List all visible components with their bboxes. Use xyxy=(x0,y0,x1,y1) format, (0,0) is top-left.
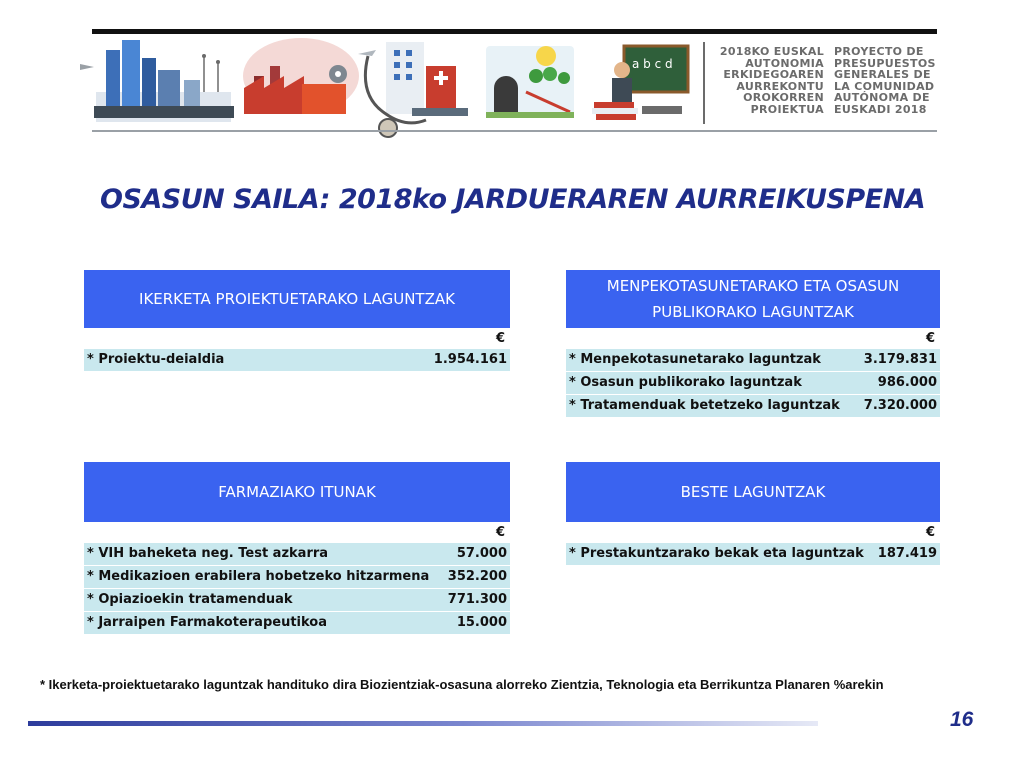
table-row xyxy=(84,543,510,565)
banner-eu-line: ERKIDEGOAREN xyxy=(723,68,824,81)
currency-unit: € xyxy=(495,525,505,540)
row-label: * Menpekotasunetarako laguntzak xyxy=(569,352,821,367)
table-header: FARMAZIAKO ITUNAK xyxy=(84,462,510,522)
banner-title-spanish xyxy=(834,46,949,115)
row-value: 1.954.161 xyxy=(433,352,507,367)
table-row xyxy=(84,566,510,588)
row-value: 771.300 xyxy=(447,592,507,607)
table-header: IKERKETA PROIEKTUETARAKO LAGUNTZAK xyxy=(84,270,510,328)
table-row xyxy=(566,395,940,417)
banner-eu-line: 2018KO EUSKAL xyxy=(719,45,824,58)
banner-bottom-rule xyxy=(92,130,937,132)
banner-es-line: GENERALES DE xyxy=(834,68,931,81)
page-number: 16 xyxy=(950,708,974,731)
row-label: * VIH baheketa neg. Test azkarra xyxy=(87,546,329,561)
table-menpekotasun xyxy=(566,270,940,418)
currency-unit: € xyxy=(925,331,935,346)
row-value: 7.320.000 xyxy=(863,398,937,413)
row-label: * Osasun publikorako laguntzak xyxy=(569,375,802,390)
banner-eu-line: AUTONOMIA xyxy=(745,56,824,70)
banner-title-basque xyxy=(714,46,824,115)
banner-es-line: LA COMUNIDAD xyxy=(834,79,935,93)
city-illustration xyxy=(80,40,234,122)
banner-eu-line: OROKORREN xyxy=(743,91,824,104)
table-row xyxy=(566,372,940,394)
playground-illustration xyxy=(486,46,574,118)
banner-divider xyxy=(703,42,705,124)
currency-unit: € xyxy=(495,331,505,346)
banner-eu-line: PROIEKTUA xyxy=(750,102,824,116)
row-value: 352.200 xyxy=(447,569,507,584)
table-row xyxy=(84,349,510,371)
footer-gradient-bar xyxy=(28,721,818,726)
row-label: * Opiazioekin tratamenduak xyxy=(87,592,293,607)
row-label: * Proiektu-deialdia xyxy=(87,352,225,367)
row-label: * Prestakuntzarako bekak eta laguntzak xyxy=(569,546,864,561)
classroom-illustration xyxy=(592,46,688,120)
table-ikerketa xyxy=(84,270,510,372)
row-value: 187.419 xyxy=(877,546,937,561)
row-label: * Tratamenduak betetzeko laguntzak xyxy=(569,398,840,413)
banner-es-line: PROYECTO DE xyxy=(834,45,924,58)
row-value: 57.000 xyxy=(456,546,507,561)
banner-es-line: PRESUPUESTOS xyxy=(834,56,936,70)
table-header: MENPEKOTASUNETARAKO ETA OSASUN PUBLIKORAKO LAGUNTZAK xyxy=(566,270,940,328)
currency-unit: € xyxy=(925,525,935,540)
banner-top-rule xyxy=(92,29,937,34)
banner-es-line: EUSKADI 2018 xyxy=(834,102,927,116)
banner-es-line: AUTÓNOMA DE xyxy=(834,91,930,104)
row-value: 986.000 xyxy=(877,375,937,390)
page-title: OSASUN SAILA: 2018ko JARDUERAREN AURREIKUSPENA xyxy=(100,184,926,215)
banner-eu-line: AURREKONTU xyxy=(736,79,824,93)
table-row xyxy=(84,612,510,634)
table-farmazia xyxy=(84,462,510,635)
factory-illustration xyxy=(243,38,376,114)
row-label: * Medikazioen erabilera hobetzeko hitzarmena xyxy=(87,569,430,584)
table-header: BESTE LAGUNTZAK xyxy=(566,462,940,522)
table-row xyxy=(566,349,940,371)
hospital-illustration xyxy=(365,42,468,137)
row-label: * Jarraipen Farmakoterapeutikoa xyxy=(87,615,327,630)
row-value: 3.179.831 xyxy=(863,352,937,367)
table-beste xyxy=(566,462,940,566)
chalkboard-text: a b c d xyxy=(632,57,673,71)
table-row xyxy=(566,543,940,565)
table-row xyxy=(84,589,510,611)
footnote: * Ikerketa-proiektuetarako laguntzak handituko dira Biozientziak-osasuna alorreko Zientzia, Teknologia eta Berrikuntza Planaren %arekin xyxy=(40,677,884,692)
banner-illustrations xyxy=(76,36,696,138)
row-value: 15.000 xyxy=(456,615,507,630)
